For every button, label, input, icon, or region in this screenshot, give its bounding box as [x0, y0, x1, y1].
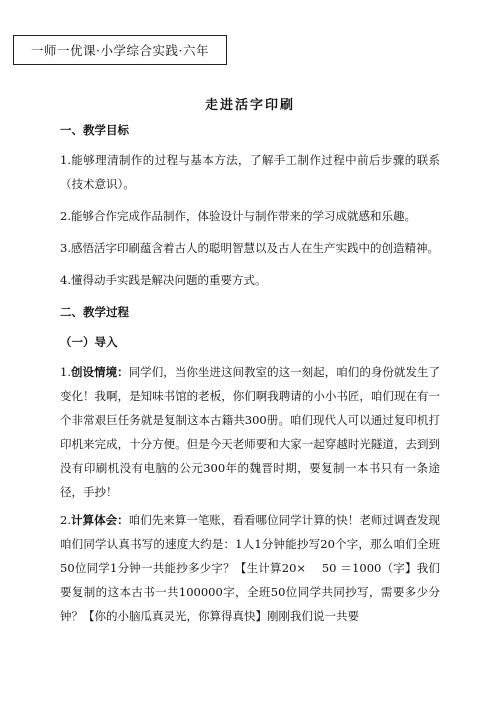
paragraph-text: 同学们，当你坐进这间教室的这一刻起，咱们的身份就发生了变化！我啊，是知味书馆的老板，你们啊我聘请的小小书匠，咱们现在有一个非常艰巨任务就是复制这本古籍共300册。咱们现代人可以通过复印机打印机来完成，十分方便。但是今天老师要和大家一起穿越时光隧道，去到到没有印刷机没有电脑的公元300年的魏晋时期，要复制一本书只有一条途径，手抄！ [60, 365, 441, 499]
objective-item: 2.能够合作完成作品制作，体验设计与制作带来的学习成就感和乐趣。 [60, 209, 416, 223]
document-title: 走进活字印刷 [204, 98, 295, 113]
objective-item: 4.懂得动手实践是解决问题的重要方式。 [60, 273, 267, 287]
section-heading-objectives: 一、教学目标 [60, 123, 129, 137]
series-header-text: 一师一优课·小学综合实践·六年 [31, 43, 209, 58]
paragraph-text: 咱们先来算一笔账，看看哪位同学计算的快！老师过调查发现咱们同学认真书写的速度大约是：1人1分钟能抄写20个字，那么咱们全班50位同学1分钟一共能抄多少字？【生计算20× 50 ＝1000（字】我们要复制的这本古书一共100000字，全班50位同学共同抄写，需要多少分钟？【你的小脑瓜真灵光，你算得真快】刚刚我们说一共要 [60, 513, 441, 623]
paragraph-lead: 创设情境： [70, 365, 129, 379]
subsection-heading-intro: （一）导入 [60, 335, 118, 349]
paragraph-number: 2. [60, 513, 71, 527]
document-body [60, 118, 440, 628]
objective-item: 3.感悟活字印刷蕴含着古人的聪明智慧以及古人在生产实践中的创造精神。 [60, 241, 439, 255]
section-heading-process: 二、教学过程 [60, 305, 129, 319]
objective-item: 1.能够理清制作的过程与基本方法，了解手工制作过程中前后步骤的联系（技术意识）。 [60, 153, 440, 191]
paragraph-situation [60, 360, 440, 504]
paragraph-calculation [60, 508, 440, 628]
series-header-box [13, 35, 227, 65]
paragraph-number: 1. [60, 365, 71, 379]
paragraph-lead: 计算体会： [70, 513, 129, 527]
